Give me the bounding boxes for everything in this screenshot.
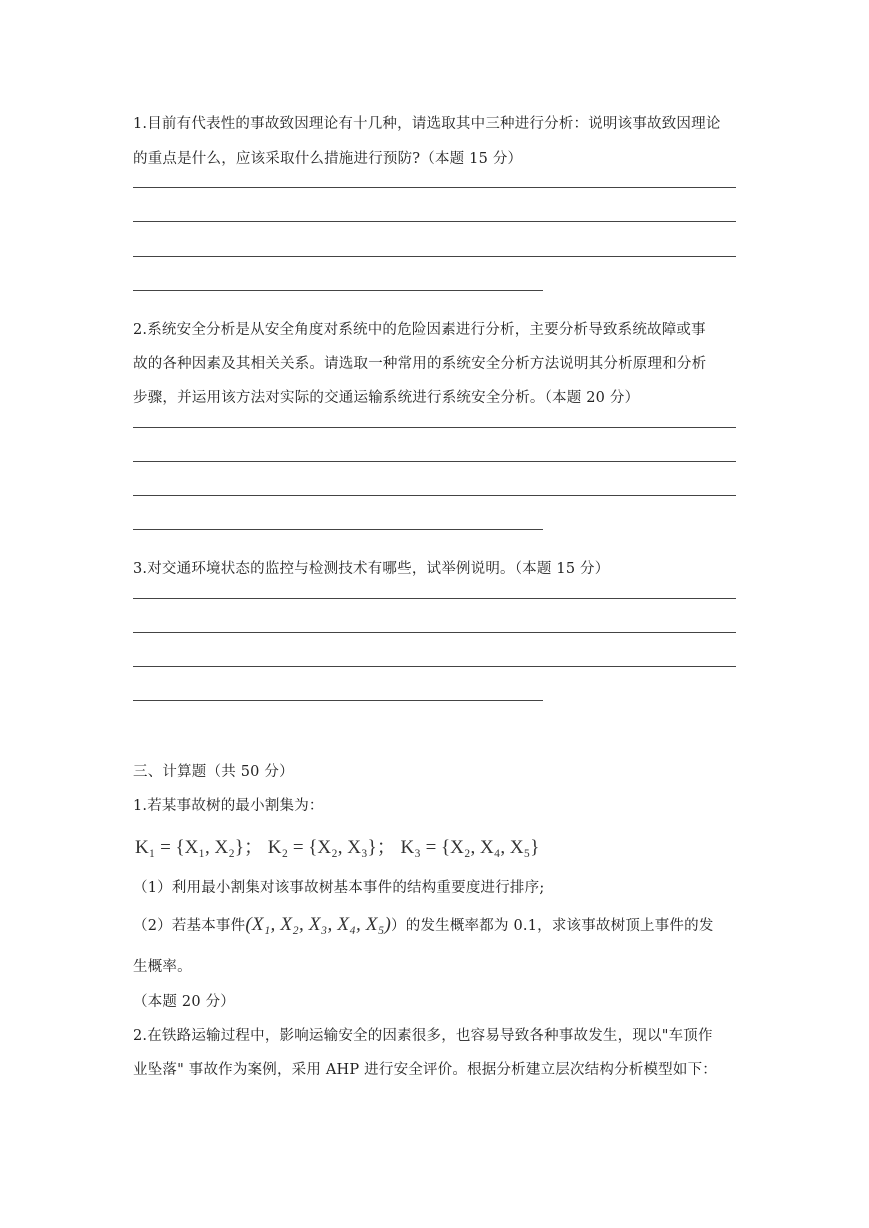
answer-line xyxy=(133,290,543,291)
part2-prefix: （2）若基本事件 xyxy=(133,918,246,934)
basic-events-formula: (X₁, X₂, X₃, X₄, X₅) xyxy=(245,914,392,935)
q2-text-line-3: 步骤，并运用该方法对实际的交通运输系统进行系统安全分析。（本题 20 分） xyxy=(133,390,640,406)
answer-line xyxy=(133,221,736,222)
q2-text-line-1: 2.系统安全分析是从安全角度对系统中的危险因素进行分析，主要分析导致系统故障或事 xyxy=(133,322,706,338)
calc-q2-line1: 2.在铁路运输过程中，影响运输安全的因素很多，也容易导致各种事故发生，现以"车顶作 xyxy=(133,1028,713,1044)
calc-q1-intro: 1.若某事故树的最小割集为： xyxy=(133,798,324,814)
calc-q1-part2-line2: 生概率。 xyxy=(133,959,192,975)
minimal-cut-sets-formula: K₁ = {X₁, X₂}； K₂ = {X₂, X₃}； K₃ = {X₂, X₄, X₅} xyxy=(135,837,540,858)
q2-text-line-2: 故的各种因素及其相关关系。请选取一种常用的系统安全分析方法说明其分析原理和分析 xyxy=(133,356,707,372)
calc-q1-part2-line1 xyxy=(133,914,714,936)
answer-line xyxy=(133,495,736,496)
q1-text-line-2: 的重点是什么，应该采取什么措施进行预防?（本题 15 分） xyxy=(133,151,523,167)
answer-line xyxy=(133,598,736,599)
answer-line xyxy=(133,461,736,462)
part2-suffix: ）的发生概率都为 0.1，求该事故树顶上事件的发 xyxy=(391,918,714,934)
answer-line xyxy=(133,187,736,188)
section-heading: 三、计算题（共 50 分） xyxy=(133,764,294,780)
answer-line xyxy=(133,700,543,701)
answer-line xyxy=(133,666,736,667)
answer-line xyxy=(133,529,543,530)
calc-q1-score: （本题 20 分） xyxy=(133,994,235,1010)
answer-line xyxy=(133,256,736,257)
answer-line xyxy=(133,632,736,633)
calc-q2-line2: 业坠落" 事故作为案例，采用 AHP 进行安全评价。根据分析建立层次结构分析模型如下： xyxy=(133,1062,717,1078)
answer-line xyxy=(133,427,736,428)
q3-text-line-1: 3.对交通环境状态的监控与检测技术有哪些，试举例说明。（本题 15 分） xyxy=(133,561,610,577)
calc-q1-part1: （1）利用最小割集对该事故树基本事件的结构重要度进行排序; xyxy=(133,880,545,896)
q1-text-line-1: 1.目前有代表性的事故致因理论有十几种，请选取其中三种进行分析：说明该事故致因理论 xyxy=(133,116,721,132)
